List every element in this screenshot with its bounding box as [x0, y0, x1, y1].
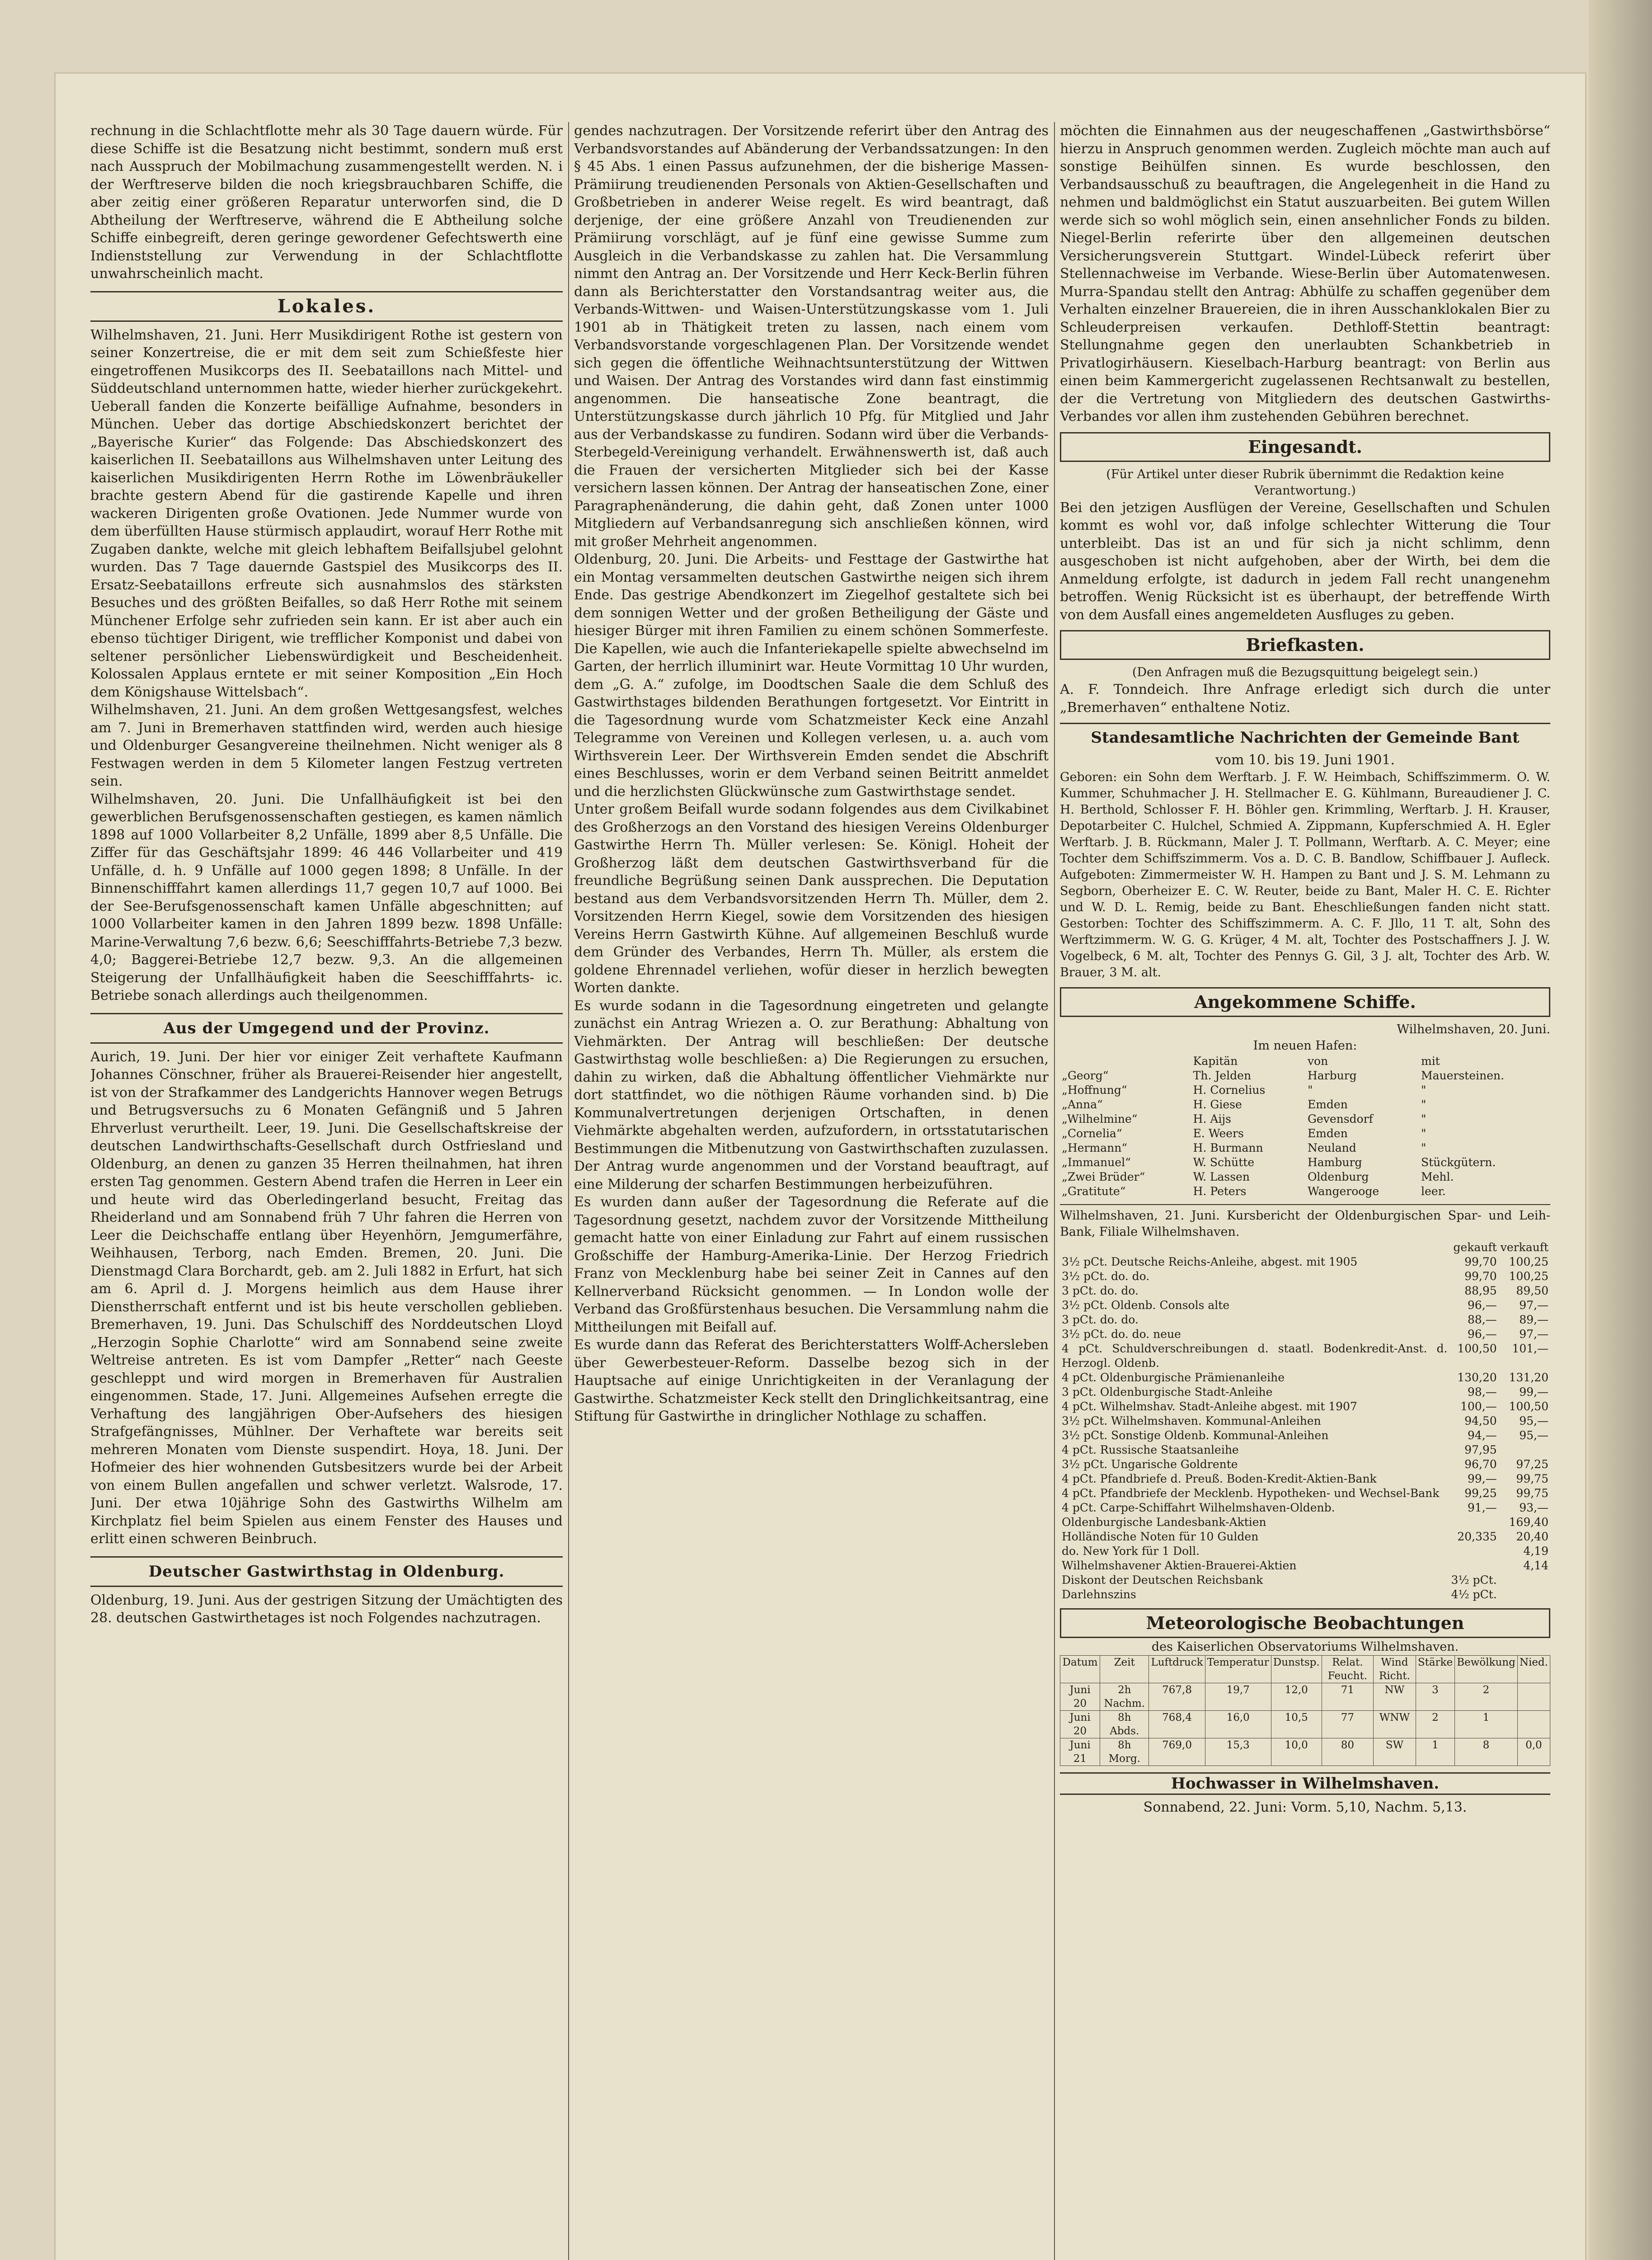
- table-header-cell: Temperatur: [1205, 1655, 1271, 1683]
- table-row: [1060, 1587, 1550, 1602]
- table-cell: [1449, 1544, 1498, 1558]
- table-cell: 768,4: [1149, 1710, 1205, 1738]
- table-cell: [1499, 1573, 1550, 1587]
- table-cell: 769,0: [1149, 1738, 1205, 1766]
- table-cell: W. Schütte: [1193, 1155, 1255, 1169]
- table-cell: 3½ pCt.: [1451, 1573, 1497, 1587]
- table-cell: „Georg“: [1062, 1069, 1109, 1082]
- table-cell: 71: [1322, 1683, 1373, 1710]
- table-row: [1060, 1342, 1550, 1370]
- table-cell: 4 pCt. Carpe-Schiffahrt Wilhelmshaven-Oldenb.: [1062, 1501, 1335, 1514]
- article-paragraph: Wilhelmshaven, 20. Juni. Die Unfallhäufigkeit ist bei den gewerblichen Berufsgenossenschaften gestiegen, es kamen nämlich 1898 auf 1000 Vollarbeiter 8,2 Unfälle, 1899 aber 8,5 Unfälle. Die Ziffer für das Geschäftsjahr 1899: 46 446 Vollarbeiter und 419 Unfälle, d. h. 9 Unfälle auf 1000 gegen 1898; 8 Unfälle. In der Binnenschifffahrt kamen allerdings 11,7 gegen 10,7 auf 1000. Bei der See-Berufsgenossenschaft kamen Unfälle abgeschnitten; auf 1000 Vollarbeiter kamen in den Jahren 1899 bezw. 1898 Unfälle: Marine-Verwaltung 7,6 bezw. 6,6; Seeschifffahrts-Betriebe 7,3 bezw. 4,0; Baggerei-Betriebe 12,7 bezw. 9,3. An die allgemeinen Steigerung der Unfallhäufigkeit haben die Seeschifffahrts- ic. Betriebe sonach allerdings auch theilgenommen.: [90, 791, 563, 1003]
- quotes-table: [1060, 1240, 1550, 1602]
- table-cell: 4 pCt. Oldenburgische Prämienanleihe: [1062, 1370, 1285, 1384]
- table-header-cell: Stärke: [1416, 1655, 1454, 1683]
- table-cell: 12,0: [1271, 1683, 1322, 1710]
- table-cell: 88,—: [1467, 1313, 1497, 1326]
- standesamt-date: vom 10. bis 19. Juni 1901.: [1215, 752, 1395, 768]
- table-cell: 16,0: [1205, 1710, 1271, 1738]
- table-cell: E. Weers: [1193, 1126, 1244, 1140]
- table-cell: Mauersteinen.: [1421, 1069, 1504, 1082]
- table-cell: [1517, 1683, 1550, 1710]
- table-row: [1060, 1083, 1550, 1097]
- table-row: [1060, 1069, 1550, 1083]
- table-cell: 4 pCt. Pfandbriefe d. Preuß. Boden-Kredit-Aktien-Bank: [1062, 1472, 1377, 1485]
- table-cell: 96,—: [1467, 1327, 1497, 1341]
- table-cell: 10,0: [1271, 1738, 1322, 1766]
- table-row: [1060, 1313, 1550, 1327]
- table-cell: 10,5: [1271, 1710, 1322, 1738]
- table-header-cell: Datum: [1060, 1655, 1100, 1683]
- article-paragraph: A. F. Tonndeich. Ihre Anfrage erledigt sich durch die unter „Bremerhaven“ enthaltene Notiz.: [1060, 682, 1550, 716]
- table-cell: 80: [1322, 1738, 1373, 1766]
- kurs-title: Wilhelmshaven, 21. Juni. Kursbericht der Oldenburgischen Spar- und Leih-Bank, Filiale Wilhelmshaven.: [1060, 1204, 1550, 1240]
- table-cell: 0,0: [1517, 1738, 1550, 1766]
- table-cell: 94,50: [1464, 1414, 1497, 1427]
- table-cell: 89,50: [1516, 1284, 1548, 1297]
- table-cell: 3½ pCt. Wilhelmshaven. Kommunal-Anleihen: [1062, 1414, 1321, 1427]
- table-cell: 8h Abds.: [1100, 1710, 1149, 1738]
- table-cell: „Hoffnung“: [1062, 1083, 1127, 1097]
- table-cell: 20,40: [1516, 1530, 1548, 1543]
- table-cell: 8h Morg.: [1100, 1738, 1149, 1766]
- table-cell: 77: [1322, 1710, 1373, 1738]
- table-cell: 131,20: [1509, 1370, 1548, 1384]
- table-cell: „Zwei Brüder“: [1062, 1170, 1145, 1183]
- table-header-cell: [1060, 1240, 1449, 1255]
- section-heading-umgegend: Aus der Umgegend und der Provinz.: [90, 1013, 563, 1044]
- table-cell: 97,—: [1519, 1327, 1548, 1341]
- table-cell: 96,—: [1467, 1298, 1497, 1312]
- table-cell: Hamburg: [1307, 1155, 1362, 1169]
- editorial-note: (Für Artikel unter dieser Rubrik übernimmt die Redaktion keine Verantwortung.): [1106, 467, 1504, 498]
- section-heading-eingesandt: Eingesandt.: [1060, 432, 1550, 462]
- article-paragraph: Oldenburg, 19. Juni. Aus der gestrigen Sitzung der Umächtigten des 28. deutschen Gastwirthetages ist noch Folgendes nachzutragen.: [90, 1592, 563, 1626]
- table-header-cell: Kapitän: [1193, 1054, 1238, 1068]
- table-row: [1060, 1170, 1550, 1184]
- table-cell: 8: [1455, 1738, 1518, 1766]
- table-cell: „Hermann“: [1062, 1141, 1128, 1154]
- weather-table: [1060, 1655, 1550, 1766]
- table-row: [1060, 1370, 1550, 1385]
- column-right: [1060, 122, 1550, 2260]
- article-paragraph: Oldenburg, 20. Juni. Die Arbeits- und Festtage der Gastwirthe hat ein Montag versammelten deutschen Gastwirthe neigen sich ihrem Ende. Das gestrige Abendkonzert im Ziegelhof gestaltete sich bei dem sonnigen Wetter und der großen Betheiligung der Gäste und hiesiger Bürger mit ihren Familien zu einem schönen Sommerfeste. Die Kapellen, wie auch die Infanteriekapelle spielte abwechselnd im Garten, der herrlich illuminirt war. Heute Vormittag 10 Uhr wurden, dem „G. A.“ zufolge, im Doodtschen Saale die dem Schluß des Gastwirthstages bildenden Berathungen fortgesetzt. Vor Eintritt in die Tagesordnung wurde vom Schatzmeister Keck eine Anzahl Telegramme von Vereinen und Kollegen verlesen, u. a. auch vom Wirthsverein Leer. Der Wirthsverein Emden sendet die Abschrift eines Beschlusses, worin er dem Verband seinen Beitritt anmeldet und die herzlichsten Glückwünsche zum Gastwirthstage sendet.: [574, 551, 1049, 800]
- ships-table: [1060, 1054, 1550, 1199]
- table-cell: 767,8: [1149, 1683, 1205, 1710]
- table-cell: H. Giese: [1193, 1097, 1242, 1111]
- table-cell: do. New York für 1 Doll.: [1062, 1544, 1200, 1558]
- table-cell: 2: [1455, 1683, 1518, 1710]
- table-cell: 96,70: [1464, 1457, 1497, 1471]
- table-cell: H. Cornelius: [1193, 1083, 1266, 1097]
- quotes-table-body: [1060, 1255, 1550, 1602]
- table-cell: ": [1421, 1112, 1426, 1125]
- table-cell: „Wilhelmine“: [1062, 1112, 1138, 1125]
- table-cell: 99,—: [1467, 1472, 1497, 1485]
- table-cell: 94,—: [1467, 1428, 1497, 1442]
- table-cell: 97,25: [1516, 1457, 1548, 1471]
- table-header-cell: Nied.: [1517, 1655, 1550, 1683]
- table-row: [1060, 1097, 1550, 1112]
- table-cell: Th. Jelden: [1193, 1069, 1252, 1082]
- table-cell: 93,—: [1519, 1501, 1548, 1514]
- article-paragraph: Wilhelmshaven, 21. Juni. An dem großen Wettgesangsfest, welches am 7. Juni in Bremerhaven stattfinden wird, werden auch hiesige und Oldenburger Gesangvereine theilnehmen. Nicht weniger als 8 Festwagen werden in dem 5 Kilometer langen Festzug vertreten sein.: [90, 702, 563, 789]
- table-row: [1060, 1184, 1550, 1199]
- table-cell: 3½ pCt. Deutsche Reichs-Anleihe, abgest. mit 1905: [1062, 1255, 1358, 1268]
- table-row: [1060, 1126, 1550, 1141]
- table-cell: 3½ pCt. do. do.: [1062, 1269, 1150, 1283]
- table-cell: 3 pCt. do. do.: [1062, 1284, 1139, 1297]
- section-heading-lokales: Lokales.: [90, 291, 563, 322]
- table-cell: 3 pCt. Oldenburgische Stadt-Anleihe: [1062, 1385, 1273, 1398]
- section-heading-hochwasser: Hochwasser in Wilhelmshaven.: [1060, 1772, 1550, 1795]
- table-cell: Oldenburg: [1307, 1170, 1369, 1183]
- section-heading-gastwirthstag: Deutscher Gastwirthstag in Oldenburg.: [90, 1556, 563, 1587]
- table-row: [1060, 1515, 1550, 1530]
- table-cell: 1: [1455, 1710, 1518, 1738]
- table-cell: 100,—: [1460, 1399, 1497, 1413]
- table-row: [1060, 1710, 1550, 1738]
- table-cell: 169,40: [1509, 1515, 1548, 1529]
- table-cell: 2h Nachm.: [1100, 1683, 1149, 1710]
- table-cell: ": [1421, 1083, 1426, 1097]
- table-cell: 4 pCt. Wilhelmshav. Stadt-Anleihe abgest. mit 1907: [1062, 1399, 1357, 1413]
- editorial-note: (Den Anfragen muß die Bezugsquittung beigelegt sein.): [1132, 665, 1478, 679]
- table-row: [1060, 1544, 1550, 1558]
- article-continuation: rechnung in die Schlachtflotte mehr als 30 Tage dauern würde. Für diese Schiffe ist die Besatzung nicht bestimmt, sondern muß erst nach Ausspruch der Mobilmachung zusammengestellt werden. N. i der Werftreserve bilden die noch kriegsbrauchbaren Schiffe, die aber zeitig einer größeren Reparatur unterworfen sind, die D Abtheilung der Werftreserve, während die E Abtheilung solche Schiffe einbegreift, deren geringe gewordener Gefechtswerth eine Indienststellung zur Verwendung in der Schlachtflotte unwahrscheinlich macht.: [90, 123, 563, 282]
- table-cell: 130,20: [1457, 1370, 1497, 1384]
- table-cell: 99,70: [1464, 1255, 1497, 1268]
- table-cell: [1517, 1710, 1550, 1738]
- table-row: [1060, 1255, 1550, 1269]
- table-cell: [1499, 1443, 1550, 1457]
- table-header-cell: gekauft: [1453, 1240, 1497, 1254]
- article-paragraph: Wilhelmshaven, 21. Juni. Herr Musikdirigent Rothe ist gestern von seiner Konzertreise, die er mit dem seit zum Schießfeste hier eingetroffenen Musikcorps des II. Seebataillons nach Mittel- und Süddeutschland unternommen hatte, wieder hierher zurückgekehrt. Ueberall fanden die Konzerte beifällige Aufnahme, besonders in München. Ueber das dortige Abschiedskonzert berichtet der „Bayerische Kurier“ das Folgende: Das Abschiedskonzert des kaiserlichen II. Seebataillons aus Wilhelmshaven unter Leitung des kaiserlichen Musikdirigenten Herrn Rothe im Löwenbräukeller brachte gestern Abend für die gastirende Kapelle und ihren wackeren Dirigenten große Ovationen. Jede Nummer wurde von dem überfüllten Hause stürmisch applaudirt, worauf Herr Rothe mit Zugaben dankte, welche mit gleich lebhaftem Beifallsjubel gelohnt wurden. Das 7 Tage dauernde Gastspiel des Musikcorps des II. Ersatz-Seebataillons erfreute sich ausnahmslos des stärksten Besuches und des größten Beifalles, so daß Herr Rothe mit seinem Münchener Erfolge sehr zufrieden sein kann. Er ist aber auch ein ebenso tüchtiger Dirigent, wie trefflicher Komponist und dabei von seltener persönlicher Liebenswürdigkeit und Bescheidenheit. Kolossalen Applaus erntete er mit seiner Komposition „Ein Hoch dem Königshause Wittelsbach“.: [90, 327, 563, 700]
- table-cell: 3½ pCt. Oldenb. Consols alte: [1062, 1298, 1230, 1312]
- table-cell: Juni 20: [1060, 1683, 1100, 1710]
- table-row: [1060, 1738, 1550, 1766]
- column-rule: [568, 122, 569, 2260]
- table-row: [1060, 1457, 1550, 1472]
- hochwasser-times: Sonnabend, 22. Juni: Vorm. 5,10, Nachm. 5,13.: [1143, 1799, 1467, 1815]
- article-paragraph: Es wurden dann außer der Tagesordnung die Referate auf die Tagesordnung gesetzt, nachdem zuvor der Vorsitzende Mittheilung gemacht hatte von einer Einladung zur Fahrt auf einem russischen Großschiffe der Hamburg-Amerika-Linie. Der Herzog Friedrich Franz von Mecklenburg habe bei seiner Zeit in Cannes auf den Kellnerverband Rücksicht genommen. — In London wolle der Verband das Großfürstenhaus besuchen. Die Versammlung nahm die Mittheilungen mit Beifall auf.: [574, 1194, 1049, 1335]
- table-cell: 3: [1416, 1683, 1454, 1710]
- table-cell: ": [1421, 1126, 1426, 1140]
- table-row: [1060, 1443, 1550, 1457]
- table-cell: 20,335: [1457, 1530, 1497, 1543]
- table-row: [1060, 1399, 1550, 1414]
- table-header-cell: Dunstsp.: [1271, 1655, 1322, 1683]
- table-row: [1060, 1327, 1550, 1342]
- table-cell: Emden: [1307, 1126, 1348, 1140]
- table-cell: ": [1307, 1083, 1313, 1097]
- table-header-cell: Luftdruck: [1149, 1655, 1205, 1683]
- table-cell: 91,—: [1467, 1501, 1497, 1514]
- table-header-row: [1060, 1655, 1550, 1683]
- table-cell: NW: [1374, 1683, 1416, 1710]
- table-cell: 99,25: [1464, 1486, 1497, 1500]
- table-cell: 15,3: [1205, 1738, 1271, 1766]
- table-header-cell: Bewölkung: [1455, 1655, 1518, 1683]
- table-cell: Oldenburgische Landesbank-Aktien: [1062, 1515, 1266, 1529]
- table-cell: 4 pCt. Pfandbriefe der Mecklenb. Hypotheken- und Wechsel-Bank: [1062, 1486, 1440, 1500]
- table-cell: [1449, 1515, 1498, 1530]
- ships-table-body: [1060, 1069, 1550, 1199]
- weather-table-body: [1060, 1683, 1550, 1766]
- table-cell: 99,75: [1516, 1472, 1548, 1485]
- table-cell: 99,75: [1516, 1486, 1548, 1500]
- table-cell: WNW: [1374, 1710, 1416, 1738]
- table-cell: 100,25: [1509, 1255, 1548, 1268]
- article-paragraph: gendes nachzutragen. Der Vorsitzende referirt über den Antrag des Verbandsvorstandes auf Abänderung der Verbandssatzungen: In den § 45 Abs. 1 einen Passus aufzunehmen, der die bisherige Massen-Prämiirung treudienenden Personals von Aktien-Gesellschaften und Großbetrieben in anderer Weise regelt. Es wird beantragt, daß derjenige, der eine größere Anzahl von Treudienenden zur Prämiirung vorschlägt, auf je fünf eine gewisse Summe zum Ausgleich in die Verbandskasse zu zahlen hat. Die Versammlung nimmt den Antrag an. Der Vorsitzende und Herr Keck-Berlin führen dann als Berichterstatter den Vorstandsantrag weiter aus, die Verbands-Wittwen- und Waisen-Unterstützungskasse vom 1. Juli 1901 ab in Thätigkeit treten zu lassen, nach einem vom Verbandsvorstande vorgeschlagenen Plan. Der Vorsitzende wendet sich gegen die öffentliche Weihnachtsunterstützung der Wittwen und Waisen. Der Antrag des Vorstandes wird dann fast einstimmig angenommen. Die hanseatische Zone beantragt, die Unterstützungskasse durch jährlich 10 Pfg. für Mitglied und Jahr aus der Verbandskasse zu fundiren. Sodann wird über die Verbands-Sterbegeld-Vereinigung verhandelt. Erwähnenswerth ist, daß auch die Frauen der versicherten Mitglieder sich bei der Kasse versichern lassen können. Der Antrag der hanseatischen Zone, einer Paragraphenänderung, die dahin geht, daß Zonen unter 1000 Mitgliedern auf Verbandsanregung sich anschließen können, wird mit großer Mehrheit angenommen.: [574, 123, 1049, 550]
- table-row: [1060, 1558, 1550, 1573]
- table-cell: Holländische Noten für 10 Gulden: [1062, 1530, 1259, 1543]
- table-cell: „Immanuel“: [1062, 1155, 1131, 1169]
- table-cell: 4½ pCt.: [1451, 1587, 1497, 1601]
- schiffe-subheading: Im neuen Hafen:: [1253, 1038, 1357, 1053]
- table-cell: Gevensdorf: [1307, 1112, 1373, 1125]
- article-paragraph: möchten die Einnahmen aus der neugeschaffenen „Gastwirthsbörse“ hierzu in Anspruch genommen werden. Zugleich möchte man auch auf sonstige Beihülfen sinnen. Es wurde beschlossen, den Verbandsausschuß zu beauftragen, die Angelegenheit in die Hand zu nehmen und baldmöglichst ein Statut auszuarbeiten. Bei gutem Willen werde sich so wohl möglich sein, einen ansehnlicher Fonds zu bilden. Niegel-Berlin referirte über den allgemeinen deutschen Versicherungsverein Stuttgart. Windel-Lübeck referirt über Stellennachweise im Verbande. Wiese-Berlin über Automatenwesen. Murra-Spandau stellt den Antrag: Abhülfe zu schaffen gegenüber dem Verhalten einzelner Brauereien, die in ihren Ausschanklokalen Bier zu Schleuderpreisen verkaufen. Dethloff-Stettin beantragt: Stellungnahme gegen den unerlaubten Schankbetrieb in Privatlogirhäusern. Kieselbach-Harburg beantragt: von Berlin aus einen beim Kammergericht zugelassenen Rechtsanwalt zu bestellen, der die Vertretung von Mitgliedern des deutschen Gastwirths-Verbandes vor allen ihm zustehenden Gebühren berechnet.: [1060, 123, 1550, 424]
- table-cell: Neuland: [1307, 1141, 1356, 1154]
- table-cell: 4,14: [1523, 1558, 1548, 1572]
- table-header-cell: [1060, 1054, 1191, 1069]
- table-cell: W. Lassen: [1193, 1170, 1250, 1183]
- table-cell: 100,50: [1457, 1342, 1497, 1355]
- table-cell: 100,25: [1509, 1269, 1548, 1283]
- table-cell: H. Peters: [1193, 1184, 1247, 1198]
- column-left: [90, 122, 563, 2260]
- table-cell: 97,—: [1519, 1298, 1548, 1312]
- table-cell: H. Aijs: [1193, 1112, 1231, 1125]
- table-cell: 2: [1416, 1710, 1454, 1738]
- table-row: [1060, 1428, 1550, 1443]
- table-cell: Stückgütern.: [1421, 1155, 1496, 1169]
- table-cell: 97,95: [1464, 1443, 1497, 1456]
- article-paragraph: Bei den jetzigen Ausflügen der Vereine, Gesellschaften und Schulen kommt es wohl vor, daß infolge schlechter Witterung die Tour unterbleibt. Das ist an und für sich ja nicht schlimm, denn ausgeschoben ist nicht aufgehoben, aber der Wirth, bei dem die Anmeldung erfolgte, ist dadurch in jedem Fall recht unangenehm betroffen. Wenig Rücksicht ist es überhaupt, der betreffende Wirth von dem Ausfall eines angemeldeten Ausfluges zu geben.: [1060, 499, 1550, 623]
- table-cell: Emden: [1307, 1097, 1348, 1111]
- table-cell: 88,95: [1464, 1284, 1497, 1297]
- table-row: [1060, 1284, 1550, 1298]
- table-cell: 99,—: [1519, 1385, 1548, 1398]
- table-row: [1060, 1573, 1550, 1587]
- table-cell: „Cornelia“: [1062, 1126, 1122, 1140]
- table-header-cell: von: [1307, 1054, 1328, 1068]
- table-cell: Darlehnszins: [1062, 1587, 1136, 1601]
- table-row: [1060, 1414, 1550, 1428]
- table-header-cell: Wind Richt.: [1374, 1655, 1416, 1683]
- page-edge-shadow: [1589, 0, 1652, 2260]
- table-cell: 95,—: [1519, 1414, 1548, 1427]
- table-cell: Harburg: [1307, 1069, 1357, 1082]
- table-row: [1060, 1385, 1550, 1399]
- table-row: [1060, 1683, 1550, 1710]
- table-cell: 4 pCt. Schuldverschreibungen d. staatl. Bodenkredit-Anst. d. Herzogl. Oldenb.: [1062, 1342, 1448, 1370]
- table-cell: [1499, 1587, 1550, 1602]
- table-cell: 3 pCt. do. do.: [1062, 1313, 1139, 1326]
- table-cell: H. Burmann: [1193, 1141, 1263, 1154]
- section-heading-meteo: Meteorologische Beobachtungen: [1060, 1608, 1550, 1638]
- table-cell: 4,19: [1523, 1544, 1548, 1558]
- table-cell: 98,—: [1467, 1385, 1497, 1398]
- table-cell: 3½ pCt. Sonstige Oldenb. Kommunal-Anleihen: [1062, 1428, 1329, 1442]
- table-cell: leer.: [1421, 1184, 1446, 1198]
- table-row: [1060, 1530, 1550, 1544]
- newspaper-page: [54, 72, 1586, 2260]
- table-cell: Diskont der Deutschen Reichsbank: [1062, 1573, 1263, 1587]
- table-header-cell: mit: [1421, 1054, 1440, 1068]
- article-paragraph: Aurich, 19. Juni. Der hier vor einiger Zeit verhaftete Kaufmann Johannes Cönschner, früher als Brauerei-Reisender hier angestellt, ist von der Strafkammer des Landgerichts Hannover wegen Betrugs und Betrugsversuchs zu 6 Monaten Gefängniß und 5 Jahren Ehrverlust verurtheilt. Leer, 19. Juni. Die Gesellschaftskreise der deutschen Landwirthschafts-Gesellschaft durch Ostfriesland und Oldenburg, an denen zu ganzen 35 Herren theilnahmen, hat ihren ersten Tag genommen. Gestern Abend trafen die Herren in Leer ein und heute wird das Oberledingerland besucht, Freitag das Rheiderland und am Sonnabend früh 7 Uhr fahren die Herren von Leer die Deichschaffe entlang über Heyenhörn, Jemgumerfähre, Weihhausen, Terborg, nach Emden. Bremen, 20. Juni. Die Dienstmagd Clara Borchardt, geb. am 2. Juli 1882 in Erfurt, hat sich am 6. April d. J. Morgens heimlich aus dem Hause ihrer Dienstherrschaft entfernt und ist bis heute verschollen geblieben. Bremerhaven, 19. Juni. Das Schulschiff des Norddeutschen Lloyd „Herzogin Sophie Charlotte“ wird am Sonnabend seine zweite Weltreise antreten. Es ist vom Dampfer „Retter“ nach Geeste geschleppt und wird morgen in Bremerhaven für Australien eingenommen. Stade, 17. Juni. Allgemeines Aufsehen erregte die Verhaftung des langjährigen Ober-Aufsehers des hiesigen Strafgefängnisses, Mühlner. Der Verhaftete war bereits seit mehreren Monaten vom Dienste suspendirt. Hoya, 18. Juni. Der Hofmeier des hier wohnenden Gutsbesitzers wurde bei der Arbeit von einem Bullen angefallen und schwer verletzt. Walsrode, 17. Juni. Der etwa 10jährige Sohn des Gastwirths Wilhelm am Kirchplatz fiel beim Spielen aus einem Fenster des Hauses und erlitt einen schweren Beinbruch.: [90, 1049, 563, 1547]
- table-row: [1060, 1501, 1550, 1515]
- table-row: [1060, 1112, 1550, 1126]
- table-cell: 3½ pCt. Ungarische Goldrente: [1062, 1457, 1238, 1471]
- table-cell: „Gratitute“: [1062, 1184, 1126, 1198]
- table-cell: 95,—: [1519, 1428, 1548, 1442]
- article-paragraph: Es wurde sodann in die Tagesordnung eingetreten und gelangte zunächst ein Antrag Wriezen a. O. zur Berathung: Abhaltung von Viehmärkten. Der Antrag will beschließen: Der deutsche Gastwirthstag wolle beschließen: a) Die Regierungen zu ersuchen, dahin zu wirken, daß die Abhaltung öffentlicher Viehmärkte nur dort stattfindet, wo die nöthigen Räume vorhanden sind. b) Die Kommunalvertretungen derjenigen Ortschaften, in denen Viehmärkte abgehalten werden, aufzufordern, in ortsstatutarischen Bestimmungen die Mitbenutzung von Gastwirthschaften zuzulassen. Der Antrag wurde angenommen und der Vorstand beauftragt, auf eine Milderung der scharfen Bestimmungen herbeizuführen.: [574, 998, 1049, 1192]
- table-cell: 3½ pCt. do. do. neue: [1062, 1327, 1181, 1341]
- article-paragraph: Geboren: ein Sohn dem Werftarb. J. F. W. Heimbach, Schiffszimmerm. O. W. Kummer, Schuhmacher J. H. Stellmacher E. G. Kühlmann, Bureaudiener J. C. H. Berthold, Schlosser F. H. Böhler gen. Krimmling, Werftarb. J. H. Krauser, Depotarbeiter C. Hulchel, Schmied A. Zippmann, Kupferschmied A. H. Egler Werftarb. J. B. Rückmann, Maler J. T. Pollmann, Werftarb. A. C. Meyer; eine Tochter dem Schiffszimmerm. Vos a. D. C. B. Bandlow, Schiffbauer J. Aufleck. Aufgeboten: Zimmermeister W. H. Hampen zu Bant und J. S. M. Lehmann zu Segborn, Oberheizer E. C. W. Reuter, beide zu Bant, Maler H. C. E. Richter und W. D. L. Remig, beide zu Bant. Eheschließungen fanden nicht statt. Gestorben: Tochter des Schiffszimmerm. A. C. F. Jllo, 11 T. alt, Sohn des Werftzimmerm. W. G. G. Krüger, 4 M. alt, Tochter des Postschaffners J. J. W. Vogelbeck, 6 M. alt, Tochter des Pennys G. Gil, 3 J. alt, Tochter des Arb. W. Brauer, 3 M. alt.: [1060, 770, 1550, 979]
- table-cell: [1449, 1558, 1498, 1573]
- meteo-subheading: des Kaiserlichen Observatoriums Wilhelmshaven.: [1151, 1639, 1459, 1654]
- table-cell: SW: [1374, 1738, 1416, 1766]
- table-header-row: [1060, 1054, 1550, 1069]
- table-row: [1060, 1486, 1550, 1501]
- schiffe-place: Wilhelmshaven, 20. Juni.: [1397, 1022, 1550, 1036]
- table-row: [1060, 1472, 1550, 1486]
- table-cell: 1: [1416, 1738, 1454, 1766]
- table-cell: Juni 21: [1060, 1738, 1100, 1766]
- column-rule: [1054, 122, 1055, 2260]
- section-heading-schiffe: Angekommene Schiffe.: [1060, 987, 1550, 1017]
- column-middle: [574, 122, 1049, 2260]
- table-cell: 89,—: [1519, 1313, 1548, 1326]
- table-cell: ": [1421, 1141, 1426, 1154]
- table-cell: Wilhelmshavener Aktien-Brauerei-Aktien: [1062, 1558, 1297, 1572]
- section-heading-briefkasten: Briefkasten.: [1060, 630, 1550, 660]
- table-cell: Mehl.: [1421, 1170, 1454, 1183]
- table-header-cell: Zeit: [1100, 1655, 1149, 1683]
- table-header-cell: Relat. Feucht.: [1322, 1655, 1373, 1683]
- table-cell: 19,7: [1205, 1683, 1271, 1710]
- article-paragraph: Es wurde dann das Referat des Berichterstatters Wolff-Achersleben über Gewerbesteuer-Reform. Dasselbe bezog sich in der Hauptsache auf einige Unrichtigkeiten in der Veranlagung der Gastwirthe. Schatzmeister Keck stellt den Dringlichkeitsantrag, eine Stiftung für Gastwirthe in dringlicher Nothlage zu schaffen.: [574, 1337, 1049, 1424]
- section-heading-standesamt: Standesamtliche Nachrichten der Gemeinde Bant: [1060, 723, 1550, 748]
- table-header-row: [1060, 1240, 1550, 1255]
- table-row: [1060, 1155, 1550, 1170]
- table-cell: Wangerooge: [1307, 1184, 1379, 1198]
- table-cell: 101,—: [1512, 1342, 1548, 1355]
- article-paragraph: Unter großem Beifall wurde sodann folgendes aus dem Civilkabinet des Großherzogs an den Vorstand des hiesigen Vereins Oldenburger Gastwirthe Herrn Th. Müller verlesen: Se. Königl. Hoheit der Großherzog läßt dem deutschen Gastwirthsverband für die freundliche Begrüßung seinen Dank aussprechen. Die Deputation bestand aus dem Verbandsvorsitzenden Herrn Th. Müller, dem 2. Vorsitzenden Herrn Kiegel, sowie dem Vorsitzenden des hiesigen Vereins Herrn Gastwirth Kühne. Auf allgemeinen Beschluß wurde dem Gründer des Verbandes, Herrn Th. Müller, als erstem die goldene Ehrennadel verliehen, wofür dieser in herzlich bewegten Worten dankte.: [574, 801, 1049, 996]
- table-header-cell: verkauft: [1500, 1240, 1548, 1254]
- table-cell: „Anna“: [1062, 1097, 1103, 1111]
- table-cell: ": [1421, 1097, 1426, 1111]
- table-row: [1060, 1298, 1550, 1313]
- table-row: [1060, 1141, 1550, 1155]
- table-cell: 100,50: [1509, 1399, 1548, 1413]
- table-cell: 99,70: [1464, 1269, 1497, 1283]
- table-cell: Juni 20: [1060, 1710, 1100, 1738]
- table-cell: 4 pCt. Russische Staatsanleihe: [1062, 1443, 1239, 1456]
- table-row: [1060, 1269, 1550, 1284]
